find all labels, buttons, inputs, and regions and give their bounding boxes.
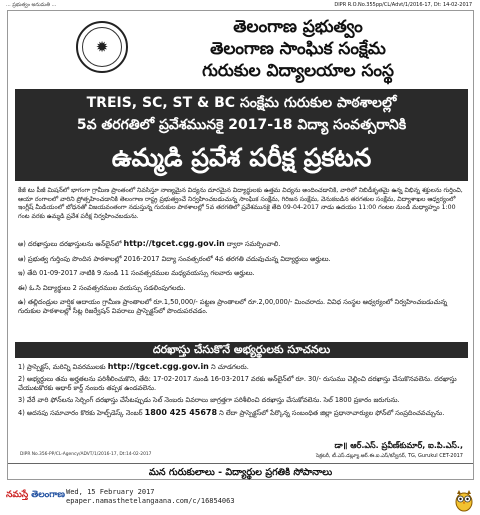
- list-item: [18, 363, 468, 371]
- signatory-title: సెక్రటరీ, టీ.ఎస్.డబ్ల్యూ.ఆర్.ఈ.ఐ.ఎస్/కన్వీనర్, TG, Gurukul CET-2017: [315, 453, 463, 459]
- list-item-text: ఆ) ప్రభుత్వ గుర్తింపు పొందిన పాఠశాలల్లో 2016-2017 విద్యా సంవత్సరంలో 4వ తరగతి చదువుచున్న విద్యార్థులు అర్హులు.: [18, 254, 331, 263]
- list-item-text: ఈ) ఓ.సి విద్యార్థులు 2 సంవత్సరముల వయస్సు సడలింపుగలదు.: [18, 283, 186, 292]
- list-item: [18, 255, 468, 264]
- instructions-banner: దరఖాస్తు చేసుకొనే అభ్యర్థులకు సూచనలు: [15, 342, 468, 358]
- release-order-number: DIPR R.O.No.355pp/CL/Advt/1/2016-17, Dt: 14-02-2017: [334, 2, 472, 8]
- banner-line-admission: 5వ తరగతిలో ప్రవేశమునకై 2017-18 విద్యా సంవత్సరానికి: [76, 117, 407, 133]
- list-item: [18, 375, 468, 392]
- helpdesk-number: 1800 425 45678: [144, 407, 218, 417]
- signatory-name: డా॥ ఆర్.ఎస్. ప్రవీణ్‌కుమార్, ఐ.పి.ఎస్.,: [334, 441, 463, 450]
- instructions-list: [18, 363, 468, 421]
- government-emblem-icon: [76, 21, 128, 73]
- prospectus-url-link[interactable]: http://tgcet.cgg.gov.in: [107, 362, 209, 371]
- newspaper-logo[interactable]: [6, 490, 65, 502]
- notice-footer-slogan: మన గురుకులాలు - విద్యార్థుల ప్రగతికి సోపానాలు: [8, 463, 473, 480]
- eligibility-list: [18, 240, 468, 322]
- owl-icon[interactable]: [454, 488, 474, 512]
- list-item-text: 2) అభ్యర్థులు తమ అర్హతలను పరిశీలించుకొని, తేది: 17-02-2017 నుండి 16-03-2017 వరకు ఆన్‌లైన్‌లో రూ. 30/- రుసుము చెల్లించి దరఖాస్తు చేసుకొనవలెను. దరఖాస్తు చేయుటకొరకు ఆధార్ కార్డ్ నంబరు తప్పక ఉండవలెను.: [18, 375, 457, 392]
- list-item: [18, 240, 468, 249]
- list-item-text: ఉ) తల్లిదండ్రుల వార్షిక ఆదాయం గ్రామీణ ప్రాంతాలలో రూ.1,50,000/- పట్టణ ప్రాంతాలలో రూ.2,00,000/- మించరాదు. వివిధ సంస్థల ఆధ్వర్యంలో నిర్వహించబడుచున్న గురుకుల పాఠశాలల్లో సీట్ల రిజర్వేషన్ వివరాలు ప్రాస్పెక్టస్‌లో పొందుపరచడం.: [18, 298, 448, 315]
- list-item-text: అ) దరఖాస్తులు దరఖాస్తులను ఆన్‌లైన్‌లో: [18, 240, 124, 248]
- epaper-bottom-bar: [0, 484, 480, 515]
- edition-info: [66, 488, 235, 506]
- list-item: [18, 409, 468, 417]
- banner-line-schools: TREIS, SC, ST & BC సంక్షేమ గురుకుల పాఠశాలల్లో: [86, 95, 397, 111]
- list-item-text-suffix: ని లేదా ప్రాస్పెక్టస్‌లో పేర్కొన్న సంబంధిత జిల్లా ప్రధానాచార్యుల ఫోన్‌లో సంప్రదించవచ్చును.: [217, 408, 445, 417]
- logo-part-namasthe: నమస్తే: [6, 490, 32, 500]
- dipr-number: DIPR No.356-PP/CL-Agency/ADVT/1/2016-17, Dt:14-02-2017: [20, 452, 152, 457]
- list-item: [18, 269, 468, 278]
- epaper-url[interactable]: epaper.namasthetelangaana.com/c/16854063: [66, 497, 235, 505]
- list-item-text: ఇ) తేది 01-09-2017 నాటికి 9 నుండి 11 సంవత్సరముల మధ్యవయస్సు గలవారు అర్హులు.: [18, 269, 255, 278]
- top-strip: [0, 0, 480, 10]
- notice-header: [8, 11, 473, 85]
- list-item: [18, 396, 468, 404]
- logo-part-telangana: తెలంగాణ: [31, 490, 65, 500]
- advertisement-notice: [7, 10, 474, 480]
- list-item-text: 4) అదనపు సమాచారం కొరకు హెల్ప్‌డెస్క్ నెంబర్: [18, 408, 145, 417]
- banner-line-entrance-test: ఉమ్మడి ప్రవేశ పరీక్ష ప్రకటన: [111, 143, 372, 172]
- list-item-text: 1) ప్రాస్పెక్టస్, మరిన్ని వివరములకు: [18, 363, 108, 371]
- list-item-text-suffix: ద్వారా సమర్పించాలి.: [224, 240, 281, 248]
- top-strip-left-text: ... ప్రభుత్వం అనుమతి ...: [6, 2, 57, 8]
- list-item: [18, 284, 468, 293]
- intro-paragraph: కేజీ టు పీజీ మిషన్‌లో భాగంగా గ్రామీణ ప్రాంతంలో నివసిస్తూ నాణ్యమైన విద్యను దూరమైన విద్యార్థులకు ఉత్తమ విద్యను అందించడానికి, వారిలో నిబిడీకృతమై ఉన్న విభిన్న శక్తులను గుర్తించి, ఆయా రంగాలలో వారిని ప్రోత్సహించడానికి తెలంగాణ రాష్ట్ర ప్రభుత్వంచే నిర్వహించబడుచున్న సాంఘిక సంక్షేమ, గిరిజన సంక్షేమ, వెనుకబడిన తరగతుల సంక్షేమ, విద్యాశాఖల ఆధ్వర్యంలో ఇంగ్లీష్ మీడియంలో బోధనతో విజయవంతంగా నడుస్తున్న గురుకుల పాఠశాలల్లో 5వ తరగతిలో ప్రవేశమునకై తేది 09-04-2017 నాడు ఉదయం 11:00 గంటల నుండి మధ్యాహ్నం 1:00 గంట వరకు ఉమ్మడి ప్రవేశ పరీక్ష నిర్వహించబడును.: [18, 187, 463, 220]
- emblem-inner-icon: ✹: [82, 27, 122, 67]
- application-url-link[interactable]: http://tgcet.cgg.gov.in: [123, 239, 225, 248]
- headline-banner: [15, 89, 468, 181]
- header-line-government: తెలంగాణ ప్రభుత్వం: [233, 17, 363, 37]
- list-item-text: 3) వేరే వారి ఫోన్‌లను సెర్చింగ్ దరఖాస్తు చేసేటప్పుడు సెల్ నెంబరు వివరాలు జాగ్రత్తగా పరిశీలించి దరఖాస్తు చేసుకోవలెను. సెల్ 1800 ప్రకారం జరుగును.: [18, 396, 400, 405]
- list-item-text-suffix: ని చూడగలరు.: [208, 363, 249, 371]
- list-item: [18, 298, 468, 315]
- edition-date: Wed, 15 February 2017: [66, 488, 155, 496]
- header-line-society: తెలంగాణ సాంఘిక సంక్షేమ: [210, 39, 386, 59]
- header-line-institution: గురుకుల విద్యాలయాల సంస్థ: [202, 61, 394, 81]
